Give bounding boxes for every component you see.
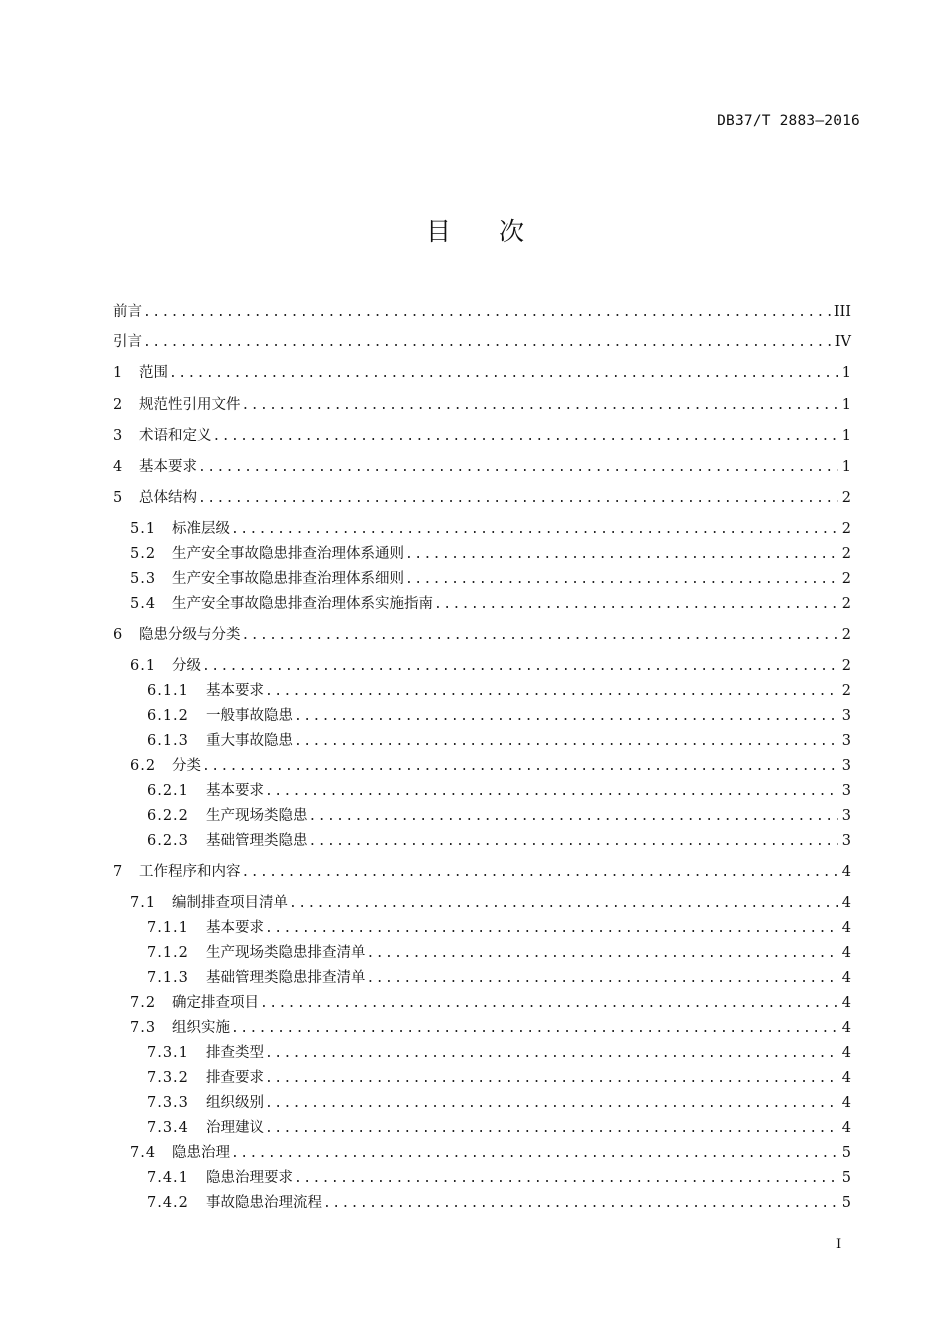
toc-leader	[404, 544, 838, 566]
toc-entry-number: 4	[113, 459, 124, 475]
toc-entry-text: 确定排查项目	[172, 995, 259, 1011]
toc-entry[interactable]	[113, 362, 851, 384]
toc-entry-text: 治理建议	[206, 1120, 264, 1136]
toc-entry[interactable]	[130, 1017, 851, 1039]
toc-entry-number: 7.2	[130, 995, 157, 1011]
toc-entry-number: 7.1.2	[147, 945, 189, 961]
toc-leader	[230, 519, 838, 541]
toc-entry-page: 2	[841, 658, 851, 674]
toc-entry-text: 分类	[172, 758, 201, 774]
toc-entry-text: 基本要求	[206, 783, 264, 799]
toc-leader	[264, 681, 838, 703]
toc-entry[interactable]	[147, 780, 851, 802]
toc-entry-page: 4	[841, 1095, 851, 1111]
toc-entry-number: 7.3.2	[147, 1070, 189, 1086]
toc-entry-page: 5	[841, 1170, 851, 1186]
toc-leader	[264, 1068, 838, 1090]
toc-entry[interactable]	[113, 425, 851, 447]
toc-leader	[197, 457, 838, 479]
toc-entry-page: 1	[841, 459, 851, 475]
toc-leader	[308, 831, 839, 853]
toc-entry-number: 6.2	[130, 758, 157, 774]
toc-entry-page: 2	[841, 546, 851, 562]
page-number: I	[836, 1237, 842, 1252]
toc-entry[interactable]	[147, 680, 851, 702]
toc-entry-text: 标准层级	[172, 521, 230, 537]
toc-leader	[293, 706, 838, 728]
toc-entry-number: 7.1	[130, 895, 157, 911]
toc-leader	[366, 968, 839, 990]
toc-entry-page: 4	[841, 895, 851, 911]
toc-entry-number: 6.2.1	[147, 783, 189, 799]
toc-entry-number: 5.2	[130, 546, 157, 562]
toc-entry-text: 排查类型	[206, 1045, 264, 1061]
toc-entry[interactable]	[147, 1067, 851, 1089]
toc-entry-page: 1	[841, 365, 851, 381]
toc-entry-text: 前言	[113, 304, 142, 320]
toc-entry-text: 基本要求	[139, 459, 197, 475]
toc-leader	[259, 993, 838, 1015]
toc-entry[interactable]	[147, 1092, 851, 1114]
toc-entry-page: 3	[841, 783, 851, 799]
toc-entry-page: 4	[841, 1070, 851, 1086]
toc-entry-text: 生产现场类隐患	[206, 808, 308, 824]
toc-leader	[264, 1118, 838, 1140]
toc-entry[interactable]	[113, 301, 851, 323]
toc-entry-text: 隐患治理	[172, 1145, 230, 1161]
toc-entry-number: 6.1.1	[147, 683, 189, 699]
toc-entry-text: 分级	[172, 658, 201, 674]
toc-entry-number: 7.4.2	[147, 1195, 189, 1211]
toc-entry-text: 生产安全事故隐患排查治理体系实施指南	[172, 596, 433, 612]
toc-entry[interactable]	[147, 967, 851, 989]
toc-entry-page: III	[833, 304, 851, 320]
toc-title-char-2: 次	[499, 217, 525, 246]
toc-entry-page: 4	[841, 970, 851, 986]
toc-entry-text: 编制排查项目清单	[172, 895, 288, 911]
toc-leader	[264, 1043, 838, 1065]
toc-entry-number: 6.1	[130, 658, 157, 674]
toc-entry-text: 排查要求	[206, 1070, 264, 1086]
toc-leader	[264, 1093, 838, 1115]
toc-entry-page: 5	[841, 1195, 851, 1211]
toc-entry-number: 3	[113, 428, 124, 444]
toc-leader	[264, 781, 838, 803]
toc-entry[interactable]	[130, 1142, 851, 1164]
toc-leader	[241, 862, 839, 884]
toc-entry[interactable]	[147, 1192, 851, 1214]
toc-entry[interactable]	[113, 456, 851, 478]
toc-entry-number: 7.1.3	[147, 970, 189, 986]
toc-entry-text: 规范性引用文件	[139, 397, 241, 413]
toc-entry-page: 3	[841, 733, 851, 749]
toc-entry-number: 2	[113, 397, 124, 413]
toc-entry-text: 隐患分级与分类	[139, 627, 241, 643]
toc-entry-page: 2	[841, 683, 851, 699]
toc-leader	[264, 918, 838, 940]
toc-entry-number: 7.4.1	[147, 1170, 189, 1186]
toc-entry-number: 5.1	[130, 521, 157, 537]
toc-entry-page: 1	[841, 428, 851, 444]
toc-entry-page: 3	[841, 708, 851, 724]
toc-entry-text: 事故隐患治理流程	[206, 1195, 322, 1211]
toc-entry[interactable]	[113, 861, 851, 883]
toc-entry[interactable]	[113, 394, 851, 416]
toc-leader	[241, 395, 839, 417]
toc-entry[interactable]	[147, 805, 851, 827]
toc-entry[interactable]	[130, 992, 851, 1014]
toc-entry-page: 3	[841, 833, 851, 849]
toc-entry-text: 引言	[113, 334, 142, 350]
toc-leader	[201, 656, 838, 678]
toc-leader	[293, 731, 838, 753]
toc-entry-number: 5	[113, 490, 124, 506]
toc-leader	[197, 488, 838, 510]
toc-entry-number: 6.1.2	[147, 708, 189, 724]
toc-entry-page: 4	[841, 1120, 851, 1136]
toc-entry-number: 7.3	[130, 1020, 157, 1036]
toc-leader	[142, 302, 831, 324]
toc-leader	[230, 1143, 838, 1165]
toc-leader	[293, 1168, 838, 1190]
toc-entry[interactable]	[130, 755, 851, 777]
toc-entry-number: 7.3.4	[147, 1120, 189, 1136]
toc-leader	[201, 756, 838, 778]
toc-entry-text: 工作程序和内容	[139, 864, 241, 880]
toc-leader	[142, 332, 832, 354]
toc-entry-page: 2	[841, 571, 851, 587]
toc-entry-page: 4	[841, 995, 851, 1011]
toc-entry[interactable]	[130, 543, 851, 565]
toc-entry[interactable]	[147, 1117, 851, 1139]
toc-entry-page: 4	[841, 945, 851, 961]
toc-entry-number: 6	[113, 627, 124, 643]
toc-leader	[322, 1193, 838, 1215]
toc-entry-text: 隐患治理要求	[206, 1170, 293, 1186]
toc-entry-number: 7	[113, 864, 124, 880]
toc-entry-page: 5	[841, 1145, 851, 1161]
toc-entry-page: 2	[841, 490, 851, 506]
toc-entry-page: 3	[841, 758, 851, 774]
toc-entry-text: 组织级别	[206, 1095, 264, 1111]
toc-entry-text: 术语和定义	[139, 428, 212, 444]
standard-code: DB37/T 2883—2016	[717, 113, 860, 129]
toc-entry[interactable]	[147, 705, 851, 727]
toc-entry[interactable]	[147, 1042, 851, 1064]
toc-entry-number: 5.4	[130, 596, 157, 612]
toc-entry-text: 重大事故隐患	[206, 733, 293, 749]
toc-entry-text: 组织实施	[172, 1020, 230, 1036]
toc-leader	[308, 806, 839, 828]
toc-entry[interactable]	[130, 568, 851, 590]
toc-entry-text: 生产现场类隐患排查清单	[206, 945, 366, 961]
toc-leader	[212, 426, 839, 448]
toc-entry-page: 2	[841, 521, 851, 537]
toc-leader	[168, 363, 838, 385]
toc-entry-text: 范围	[139, 365, 168, 381]
toc-leader	[404, 569, 838, 591]
toc-entry[interactable]	[113, 624, 851, 646]
toc-entry[interactable]	[147, 942, 851, 964]
toc-entry-text: 基础管理类隐患	[206, 833, 308, 849]
toc-entry-number: 7.4	[130, 1145, 157, 1161]
toc-entry-number: 6.1.3	[147, 733, 189, 749]
toc-leader	[230, 1018, 838, 1040]
toc-title-char-1: 目	[425, 217, 451, 246]
toc-entry[interactable]	[147, 1167, 851, 1189]
toc-leader	[366, 943, 839, 965]
toc-entry-number: 6.2.2	[147, 808, 189, 824]
toc-entry[interactable]	[113, 331, 851, 353]
toc-entry-page: 2	[841, 627, 851, 643]
toc-entry-text: 基本要求	[206, 683, 264, 699]
toc-leader	[433, 594, 838, 616]
toc-entry-number: 7.3.3	[147, 1095, 189, 1111]
toc-entry-page: 1	[841, 397, 851, 413]
toc-entry-text: 生产安全事故隐患排查治理体系通则	[172, 546, 404, 562]
toc-entry[interactable]	[147, 830, 851, 852]
toc-entry-text: 总体结构	[139, 490, 197, 506]
toc-entry-text: 基础管理类隐患排查清单	[206, 970, 366, 986]
toc-entry-page: 4	[841, 1045, 851, 1061]
toc-entry-page: IV	[834, 334, 851, 350]
toc-entry[interactable]	[130, 892, 851, 914]
toc-entry-text: 生产安全事故隐患排查治理体系细则	[172, 571, 404, 587]
toc-leader	[288, 893, 838, 915]
toc-entry-page: 4	[841, 1020, 851, 1036]
toc-entry[interactable]	[130, 518, 851, 540]
toc-entry-number: 6.2.3	[147, 833, 189, 849]
toc-leader	[241, 625, 839, 647]
toc-entry[interactable]	[130, 593, 851, 615]
toc-entry-page: 3	[841, 808, 851, 824]
toc-entry-number: 7.3.1	[147, 1045, 189, 1061]
toc-entry-page: 2	[841, 596, 851, 612]
toc-entry-number: 5.3	[130, 571, 157, 587]
toc-entry-page: 4	[841, 920, 851, 936]
toc-entry[interactable]	[147, 730, 851, 752]
toc-entry-text: 基本要求	[206, 920, 264, 936]
toc-entry-number: 1	[113, 365, 124, 381]
toc-entry[interactable]	[147, 917, 851, 939]
toc-entry-page: 4	[841, 864, 851, 880]
toc-entry[interactable]	[113, 487, 851, 509]
toc-entry[interactable]	[130, 655, 851, 677]
toc-entry-number: 7.1.1	[147, 920, 189, 936]
toc-entry-text: 一般事故隐患	[206, 708, 293, 724]
